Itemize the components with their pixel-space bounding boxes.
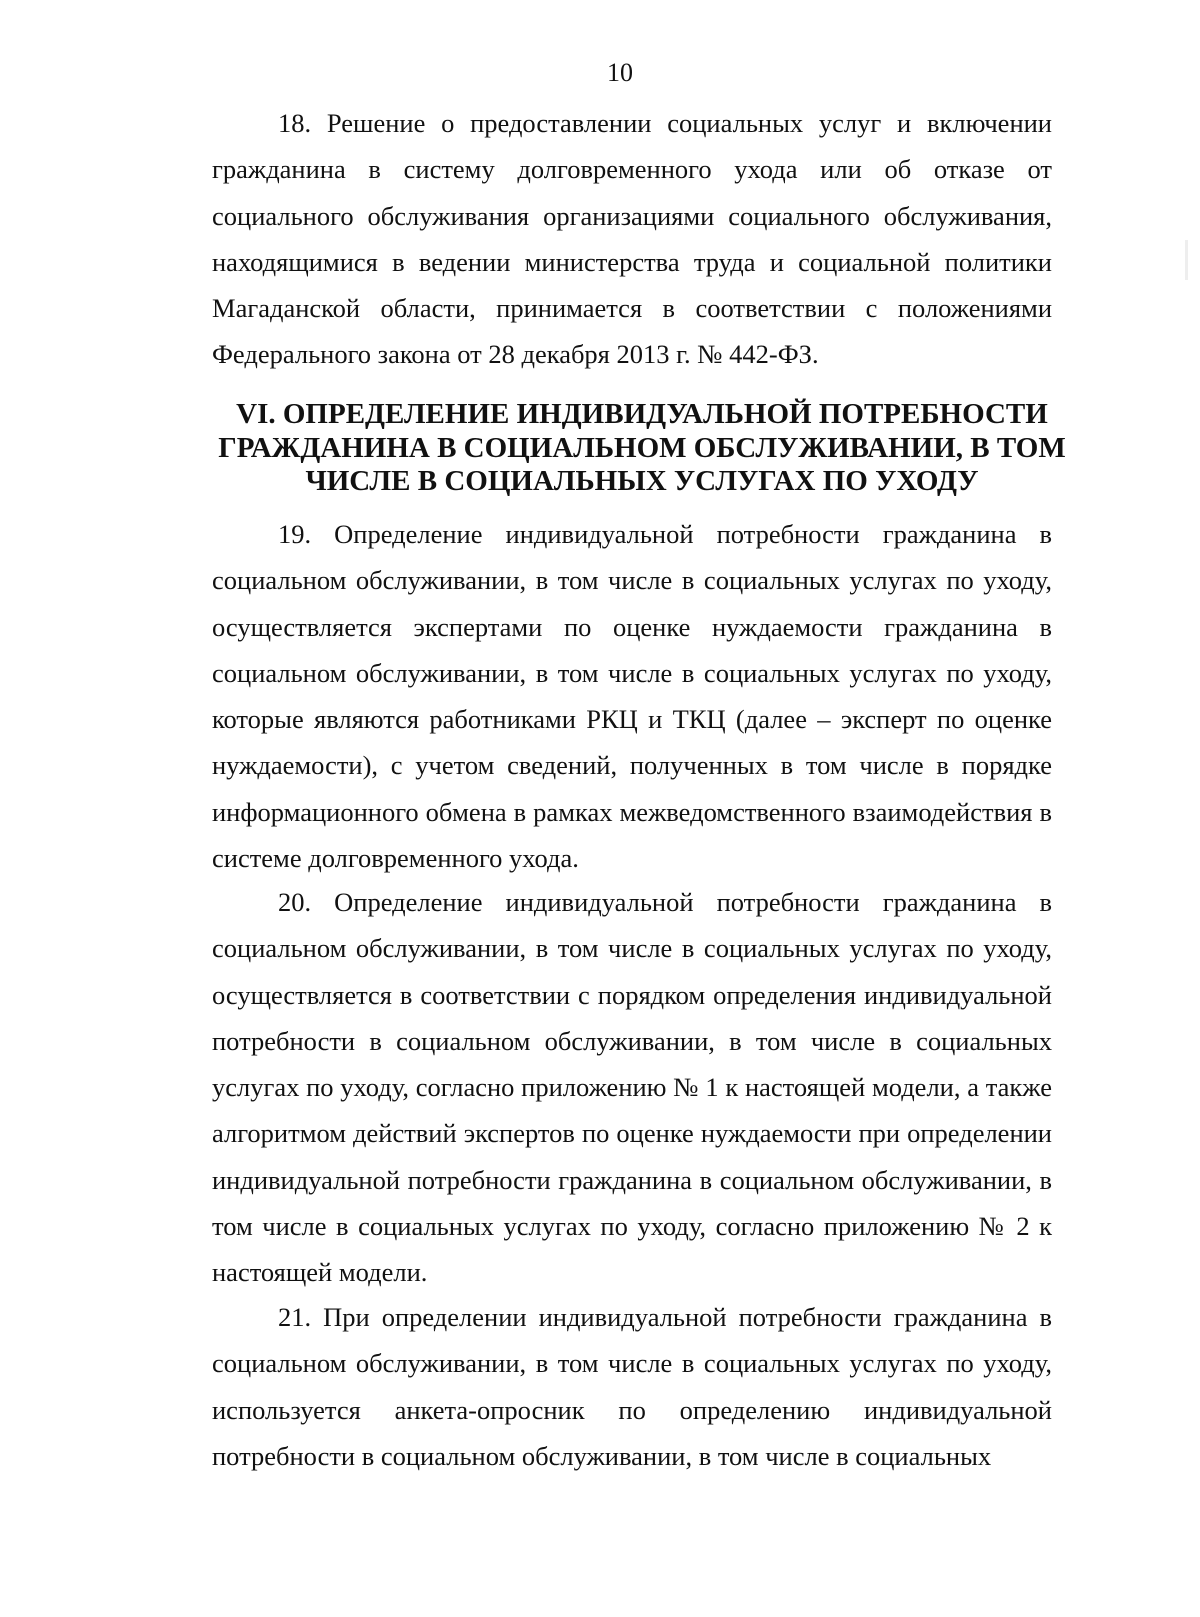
section-heading-line-3: ЧИСЛЕ В СОЦИАЛЬНЫХ УСЛУГАХ ПО УХОДУ xyxy=(305,465,979,497)
page-number: 10 xyxy=(607,58,633,87)
paragraph-20-block xyxy=(212,879,1052,1296)
paragraph-19: 19. Определение индивидуальной потребности гражданина в социальном обслуживании, в том числе в социальных услугах по уходу, осуществляется экспертами по оценке нуждаемости гражданина в социальном обслуживании, в том числе в социальных услугах по уходу, которые являются работниками РКЦ и ТКЦ (далее – эксперт по оценке нуждаемости), с учетом сведений, полученных в том числе в порядке информационного обмена в рамках межведомственного взаимодействия в системе долговременного ухода. xyxy=(212,519,1052,874)
paragraph-18: 18. Решение о предоставлении социальных услуг и включении гражданина в систему долговременного ухода или об отказе от социального обслуживания организациями социального обслуживания, находящимися в ведении министерства труда и социальной политики Магаданской области, принимается в соответствии с положениями Федерального закона от 28 декабря 2013 г. № 442-ФЗ. xyxy=(212,108,1052,370)
paragraph-19-block xyxy=(212,511,1052,881)
scan-margin-mark xyxy=(1185,240,1188,280)
paragraph-21-block xyxy=(212,1294,1052,1479)
paragraph-18-block xyxy=(212,100,1052,378)
section-heading-line-1: VI. ОПРЕДЕЛЕНИЕ ИНДИВИДУАЛЬНОЙ ПОТРЕБНОСТИ xyxy=(236,398,1048,430)
paragraph-21: 21. При определении индивидуальной потребности гражданина в социальном обслуживании, в том числе в социальных услугах по уходу, используется анкета-опросник по определению индивидуальной потребности в социальном обслуживании, в том числе в социальных xyxy=(212,1302,1052,1471)
section-heading-line-2: ГРАЖДАНИНА В СОЦИАЛЬНОМ ОБСЛУЖИВАНИИ, В ТОМ xyxy=(218,431,1066,464)
paragraph-20: 20. Определение индивидуальной потребности гражданина в социальном обслуживании, в том числе в социальных услугах по уходу, осуществляется в соответствии с порядком определения индивидуальной потребности в социальном обслуживании, в том числе в социальных услугах по уходу, согласно приложению № 1 к настоящей модели, а также алгоритмом действий экспертов по оценке нуждаемости при определении индивидуальной потребности гражданина в социальном обслуживании, в том числе в социальных услугах по уходу, согласно приложению № 2 к настоящей модели. xyxy=(212,887,1052,1288)
section-heading xyxy=(212,398,1072,499)
